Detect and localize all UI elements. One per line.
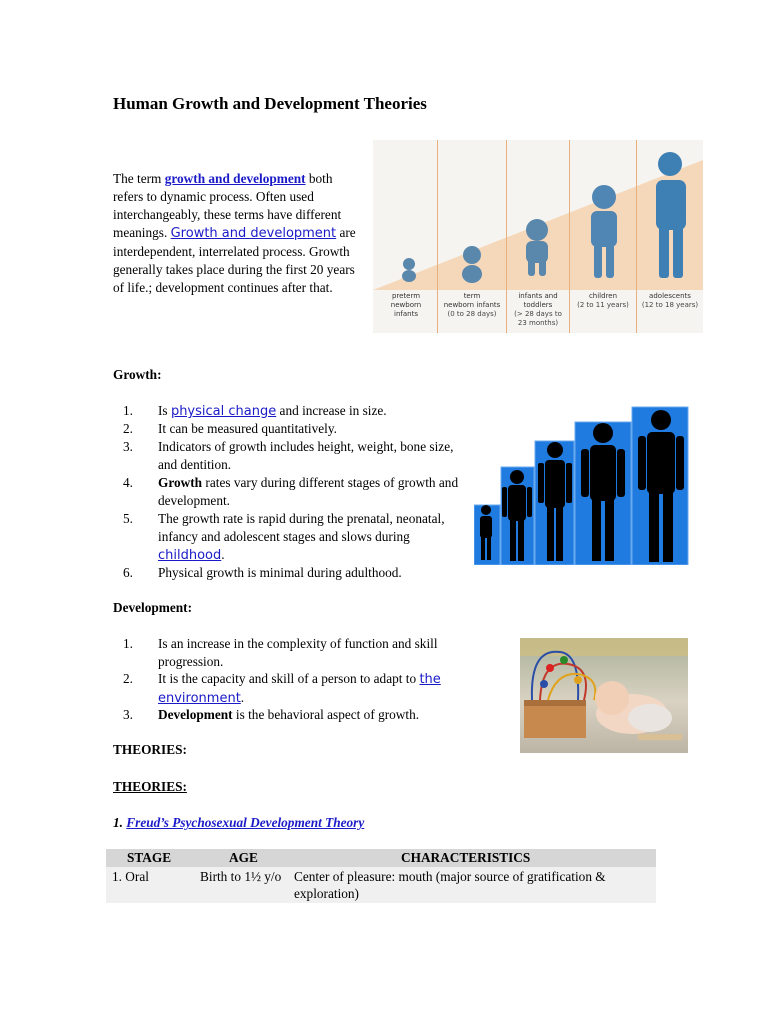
intro-text-1: The term [113,171,165,186]
growth-and-development-link[interactable]: growth and development [164,171,306,186]
list-number: 3. [123,439,133,454]
childhood-link[interactable]: childhood [158,547,222,563]
list-text [158,402,488,421]
theories-heading-underlined: THEORIES: [113,779,187,794]
list-text [158,670,478,708]
stage-label-newborn [439,292,505,319]
stage-name: infants and toddlers [518,292,558,309]
list-bold: Development [158,707,233,722]
stage-label-preterm [375,292,437,319]
growth-heading: Growth: [113,367,162,382]
list-number: 5. [123,511,133,526]
header-stage: STAGE [127,850,172,865]
header-age: AGE [229,850,258,865]
theories-heading: THEORIES: [113,742,187,757]
list-text-part: is the behavioral aspect of growth. [232,707,420,722]
stage-label-children [570,292,636,310]
growth-list [113,402,483,582]
list-text-part: It is the capacity and skill of a person to adapt to [158,671,420,686]
height-bars-figure [474,405,690,565]
baby-with-bead-maze-image [520,638,688,753]
intro-text-3: are interdependent, interrelated process. Growth generally takes place during the first 20 years of life.; development continues after that. [113,225,356,295]
stage-name: term newborn infants [443,292,501,309]
list-number: 4. [123,475,133,490]
stage-label-infants-toddlers [507,292,569,328]
growth-stages-figure [373,140,703,333]
psychosexual-table [106,849,656,903]
list-text: Indicators of growth includes height, weight, bone size, and dentition. [158,439,454,472]
list-number: 1. [123,403,133,418]
development-heading: Development: [113,600,193,615]
cell-age: Birth to 1½ y/o [200,869,282,884]
cell-stage: 1. Oral [112,869,149,884]
stage-label-adolescents [637,292,703,310]
freud-number: 1. [113,815,127,830]
cell-characteristics-line2: exploration) [294,886,359,901]
list-number: 2. [123,421,133,436]
stage-name: children [588,292,618,300]
list-text-part: and increase in size. [276,403,387,418]
list-text-part: rates vary during different stages of growth and development. [158,475,459,508]
stage-range: (> 28 days to 23 months) [514,310,562,327]
list-text [158,510,468,564]
list-text: Is an increase in the complexity of function and skill progression. [158,636,438,669]
table-header-row [106,849,656,867]
table-row [106,867,656,903]
list-text: It can be measured quantitatively. [158,421,337,436]
list-text-part: The growth rate is rapid during the prenatal, neonatal, infancy and adolescent stages and slows during [158,511,445,544]
intro-paragraph [113,170,358,297]
freud-theory-link[interactable]: Freud’s Psychosexual Development Theory [126,815,365,830]
list-text-part: . [221,546,225,562]
list-text [158,706,488,724]
development-list [113,635,483,730]
list-text: Physical growth is minimal during adulthood. [158,565,402,580]
height-bars-illustration [474,405,690,565]
stage-range: (12 to 18 years) [641,301,699,309]
list-text-part: . [240,689,245,705]
intro-text-2: both refers to dynamic process. Often used interchangeably, these terms have different meanings. [113,171,342,240]
list-bold: Growth [158,475,203,490]
list-number: 3. [123,707,133,722]
preterm-infant-icon [402,258,416,282]
list-text-part: Is [158,403,171,418]
figure-divider [437,140,438,333]
freud-theory-heading [113,815,364,831]
growth-and-development-link-2[interactable]: Growth and development [170,226,337,241]
list-number: 6. [123,565,133,580]
stage-range: (2 to 11 years) [577,301,629,309]
stage-range: (0 to 28 days) [447,310,497,318]
stage-name: preterm newborn infants [390,292,422,318]
cell-characteristics-line1: Center of pleasure: mouth (major source of gratification & [294,869,606,884]
header-characteristics: CHARACTERISTICS [401,850,531,865]
physical-change-link[interactable]: physical change [170,404,277,419]
stage-name: adolescents [649,292,691,300]
the-environment-link[interactable]: the environment [158,672,441,706]
list-number: 1. [123,636,133,651]
baby-playing-photo [520,638,688,753]
list-number: 2. [123,671,133,686]
page-title: Human Growth and Development Theories [113,94,427,113]
list-text [158,474,476,510]
